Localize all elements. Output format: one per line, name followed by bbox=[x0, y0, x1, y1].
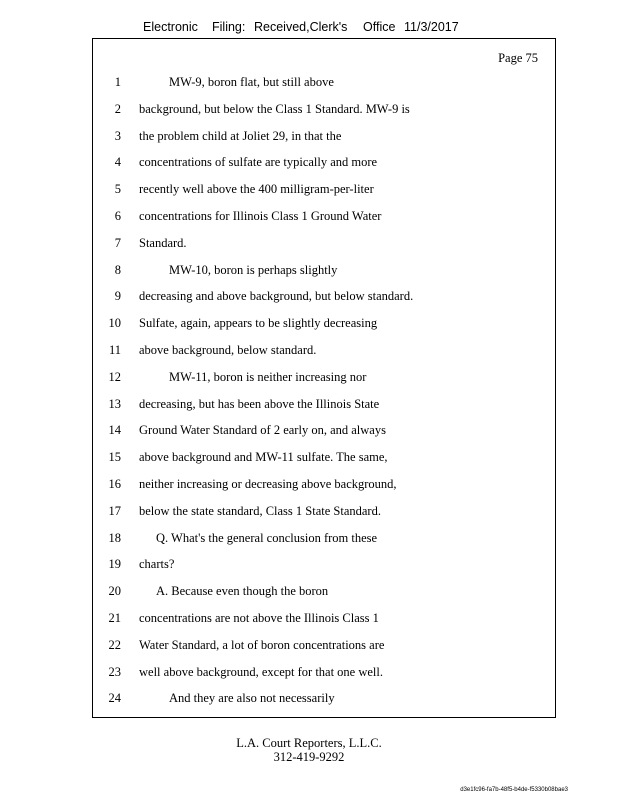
transcript-line bbox=[93, 182, 555, 202]
line-text: above background and MW-11 sulfate. The same, bbox=[139, 450, 388, 465]
line-number: 24 bbox=[108, 691, 121, 706]
line-number: 7 bbox=[114, 235, 121, 250]
line-text: decreasing, but has been above the Illinois State bbox=[139, 396, 380, 411]
line-text: concentrations are not above the Illinois Class 1 bbox=[139, 611, 379, 625]
line-number: 5 bbox=[114, 182, 121, 197]
footer-company: L.A. Court Reporters, L.L.C. bbox=[236, 736, 382, 750]
line-text: Q. What's the general conclusion from these bbox=[156, 530, 378, 545]
transcript-line bbox=[93, 236, 555, 256]
line-text: concentrations of sulfate are typically and more bbox=[139, 155, 378, 170]
line-number: 4 bbox=[114, 155, 121, 170]
transcript-page bbox=[92, 38, 556, 718]
line-number: 17 bbox=[108, 503, 121, 518]
transcript-line bbox=[93, 343, 555, 363]
transcript-line bbox=[93, 477, 555, 497]
line-number: 18 bbox=[108, 530, 121, 545]
line-text: well above background, except for that one well. bbox=[139, 664, 384, 679]
line-text: concentrations for Illinois Class 1 Ground Water bbox=[139, 209, 382, 223]
header-received: Received,Clerk's bbox=[254, 20, 348, 34]
line-text: Standard. bbox=[139, 235, 187, 250]
transcript-line bbox=[93, 397, 555, 417]
transcript-line bbox=[93, 584, 555, 604]
header-filing: Filing: bbox=[212, 20, 246, 34]
line-text: MW-9, boron flat, but still above bbox=[169, 75, 334, 89]
line-number: 6 bbox=[114, 209, 121, 223]
line-number: 21 bbox=[108, 611, 121, 625]
transcript-line bbox=[93, 155, 555, 175]
transcript-line bbox=[93, 504, 555, 524]
line-number: 3 bbox=[114, 128, 121, 143]
line-number: 1 bbox=[114, 75, 121, 89]
line-text: And they are also not necessarily bbox=[169, 691, 335, 706]
line-number: 9 bbox=[114, 289, 121, 304]
page-number: Page 75 bbox=[498, 51, 538, 65]
document-hash: d3e1fc96-fa7b-48f5-b4de-f5330b08bae3 bbox=[460, 787, 568, 793]
line-number: 11 bbox=[108, 343, 121, 357]
line-text: neither increasing or decreasing above background, bbox=[139, 477, 397, 491]
transcript-line bbox=[93, 289, 555, 309]
line-number: 16 bbox=[108, 477, 121, 491]
line-number: 10 bbox=[108, 316, 121, 331]
line-text: A. Because even though the boron bbox=[156, 584, 329, 599]
transcript-line bbox=[93, 531, 555, 551]
line-number: 19 bbox=[108, 557, 121, 572]
line-number: 8 bbox=[114, 262, 121, 277]
header-office: Office bbox=[363, 20, 396, 34]
line-text: decreasing and above background, but below standard. bbox=[139, 289, 414, 304]
transcript-line bbox=[93, 557, 555, 577]
line-number: 2 bbox=[114, 101, 121, 116]
header-electronic: Electronic bbox=[143, 20, 198, 34]
transcript-line bbox=[93, 263, 555, 283]
line-number: 20 bbox=[108, 584, 121, 599]
transcript-line bbox=[93, 450, 555, 470]
footer-phone: 312-419-9292 bbox=[273, 750, 345, 764]
line-text: Water Standard, a lot of boron concentrations are bbox=[139, 637, 385, 652]
header-date: 11/3/2017 bbox=[404, 20, 459, 34]
line-number: 15 bbox=[108, 450, 121, 465]
transcript-line bbox=[93, 691, 555, 711]
line-text: charts? bbox=[139, 557, 175, 572]
line-text: recently well above the 400 milligram-per-liter bbox=[139, 182, 374, 197]
line-number: 14 bbox=[108, 423, 121, 438]
line-text: below the state standard, Class 1 State Standard. bbox=[139, 503, 381, 518]
transcript-line bbox=[93, 611, 555, 631]
transcript-line bbox=[93, 638, 555, 658]
transcript-line bbox=[93, 423, 555, 443]
line-number: 23 bbox=[108, 664, 121, 679]
line-text: above background, below standard. bbox=[139, 343, 317, 357]
line-text: Sulfate, again, appears to be slightly decreasing bbox=[139, 316, 378, 331]
line-number: 12 bbox=[108, 369, 121, 384]
transcript-line bbox=[93, 370, 555, 390]
transcript-line bbox=[93, 129, 555, 149]
line-text: the problem child at Joliet 29, in that the bbox=[139, 128, 342, 143]
transcript-line bbox=[93, 316, 555, 336]
line-number: 22 bbox=[108, 637, 121, 652]
line-text: Ground Water Standard of 2 early on, and always bbox=[139, 423, 386, 438]
transcript-line bbox=[93, 665, 555, 685]
line-number: 13 bbox=[108, 396, 121, 411]
line-text: MW-10, boron is perhaps slightly bbox=[169, 262, 338, 277]
transcript-line bbox=[93, 102, 555, 122]
transcript-line bbox=[93, 75, 555, 95]
transcript-line bbox=[93, 209, 555, 229]
line-text: MW-11, boron is neither increasing nor bbox=[169, 369, 367, 384]
line-text: background, but below the Class 1 Standard. MW-9 is bbox=[139, 101, 410, 116]
